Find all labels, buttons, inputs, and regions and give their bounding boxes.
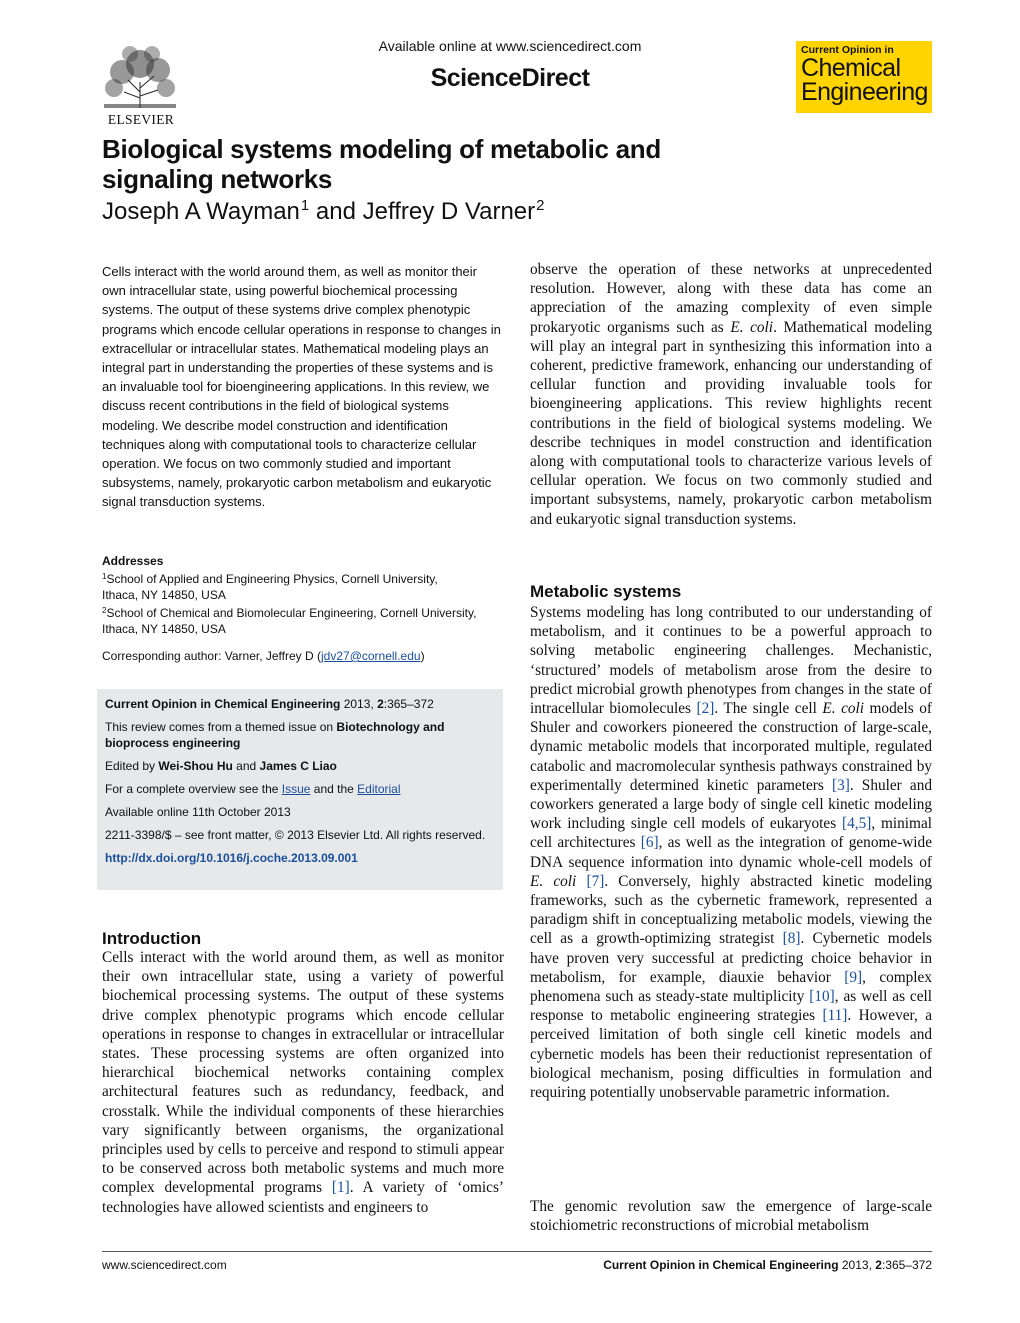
citation-journal: Current Opinion in Chemical Engineering xyxy=(105,697,341,711)
copyright: 2211-3398/$ – see front matter, © 2013 Elsevier Ltd. All rights reserved. xyxy=(105,828,486,842)
footer-volume: 2 xyxy=(875,1258,882,1272)
citation-pages: :365–372 xyxy=(383,697,434,711)
citation-ref-4-5[interactable]: [4,5] xyxy=(842,815,872,833)
address-2 xyxy=(102,603,504,621)
article-title xyxy=(102,134,742,194)
doi-link[interactable]: http://dx.doi.org/10.1016/j.coche.2013.09.001 xyxy=(105,851,358,865)
journal-badge-line2: Engineering xyxy=(801,78,928,106)
citation xyxy=(105,696,495,712)
meta-text: models of Shuler and coworkers pioneered the construction of large-scale, dynamic metabolic models that incorporated multiple, regulated catabolic and macromolecular synthesis pathways constrained by experimentally determined kinetic parameters xyxy=(530,700,932,794)
abstract-text: Cells interact with the world around them, as well as monitor their own intracellular state, using powerful biochemical processing systems. The output of these systems drive complex phenotypic programs which encode cellular operations in response to changes in extracellular or intracellular states. Mathematical modeling plays an integral part in understanding the properties of these systems and is an invaluable tool for bioengineering applications. In this review, we discuss recent contributions in the field of biological systems modeling. We describe model construction and identification techniques along with computational tools to characterize cellular operation. We focus on two commonly studied and important subsystems, namely, prokaryotic carbon metabolism and eukaryotic signal transduction systems. xyxy=(102,264,501,510)
intro-cont-text-1: observe the operation of these networks at unprecedented resolution. However, along with these data has come an appreciation of the amazing complexity of even simple prokaryotic organisms such as xyxy=(530,261,932,336)
author-2-affil: 2 xyxy=(536,197,545,214)
meta-text: Systems modeling has long contributed to our understanding of metabolism, and it continues to be a powerful approach to solving metabolic engineering challenges. Mechanistic, ‘structured’ models of metabolism arose from the desire to predict microbial growth phenotypes from changes in the state of intracellular biomolecules xyxy=(530,604,932,718)
addresses xyxy=(102,553,504,637)
themed-issue xyxy=(105,719,495,751)
author-1-affil: 1 xyxy=(300,197,310,214)
corresponding-prefix: Corresponding author: Varner, Jeffrey D ( xyxy=(102,649,321,663)
metabolic-systems-heading: Metabolic systems xyxy=(530,582,682,601)
meta-text: , minimal cell architectures xyxy=(530,815,932,852)
theme-prefix: This review comes from a themed issue on xyxy=(105,720,337,734)
footer-year: 2013, xyxy=(838,1258,876,1272)
address-2-num: 2 xyxy=(102,606,107,615)
sciencedirect-wordmark: ScienceDirect xyxy=(430,64,590,92)
author-1: Joseph A Wayman xyxy=(102,198,300,225)
editorial-link[interactable]: Editorial xyxy=(357,782,401,796)
intro-text: Cells interact with the world around them, as well as monitor their own intracellular state, using a variety of powerful biochemical processing systems. The output of these systems drive complex phenotypic programs which encode cellular operations in response to changes in extracellular or intracellular states. These processing systems are often organized into hierarchical biochemical networks containing complex architectural features such as redundancy, feedback, and crosstalk. While the individual components of these hierarchies vary significantly between organisms, the organizational principles used by cells to perceive and respond to stimuli appear to be conserved across both metabolic systems and much more complex developmental programs xyxy=(102,949,504,1197)
footer-website[interactable]: www.sciencedirect.com xyxy=(102,1258,227,1272)
overview-prefix: For a complete overview see the xyxy=(105,782,282,796)
citation-ref-3[interactable]: [3] xyxy=(831,776,850,794)
corresponding-email-link[interactable]: jdv27@cornell.edu xyxy=(321,649,421,663)
meta-text: . Conversely, highly abstracted kinetic modeling frameworks, such as the cybernetic framework, represented a paradigm shift in conceptualizing metabolic models, viewing the cell as a growth-optimizing strategist xyxy=(530,872,933,948)
intro-cont-text-2: . Mathematical modeling will play an integral part in synthesizing this information into a coherent, predictive framework, enhancing our understanding of cellular function and providing invaluable tools for bioengineering applications. This review highlights recent contributions in the field of biological systems modeling. We describe techniques in model construction and identification along with computational tools to characterize various levels of cellular operation. We focus on two commonly studied and important subsystems, namely, prokaryotic carbon metabolism and eukaryotic signal transduction systems. xyxy=(530,318,932,528)
intro-continued xyxy=(530,260,932,529)
meta-text: . However, a perceived limitation of both single cell kinetic models and cybernetic models has been their reductionist representation of biological mechanism, posing difficulties in formulation and requiring potentially unobservable parametric information. xyxy=(530,1007,932,1102)
title-line-1: Biological systems modeling of metabolic and xyxy=(102,134,661,164)
corresponding-author xyxy=(102,649,425,663)
meta-text: . The single cell xyxy=(714,700,823,718)
species-name: E. coli xyxy=(530,872,577,890)
citation-volume: 2 xyxy=(377,697,384,711)
editors xyxy=(105,758,495,774)
abstract xyxy=(102,262,504,512)
citation-ref-1[interactable]: [1] xyxy=(331,1179,350,1197)
species-name: E. coli xyxy=(730,318,774,336)
metabolic-systems-body xyxy=(530,603,932,1102)
title-line-2: signaling networks xyxy=(102,164,333,194)
overview-note xyxy=(105,781,495,797)
address-2-line1: School of Chemical and Biomolecular Engineering, Cornell University, xyxy=(106,606,477,620)
meta-text: , complex phenomena such as steady-state multiplicity xyxy=(530,968,932,1006)
issue-link[interactable]: Issue xyxy=(281,782,311,796)
metabolic-systems-paragraph-2 xyxy=(530,1197,932,1235)
elsevier-wordmark: ELSEVIER xyxy=(107,112,175,127)
author-list xyxy=(102,197,544,226)
available-online-note: Available online at www.sciencedirect.com xyxy=(378,38,642,54)
meta-text: . Cybernetic models have proven very successful at predicting choice behavior in metabolism, for example, diauxie behavior xyxy=(530,930,932,986)
address-1 xyxy=(102,569,504,587)
address-1-line2: Ithaca, NY 14850, USA xyxy=(102,588,226,602)
citation-ref-8[interactable]: [8] xyxy=(782,930,801,948)
citation-ref-11[interactable]: [11] xyxy=(822,1007,848,1025)
author-and: and xyxy=(309,198,363,225)
introduction-body xyxy=(102,948,504,1217)
citation-ref-7[interactable]: [7] xyxy=(586,872,605,890)
overview-mid: and the xyxy=(310,782,358,796)
meta-text xyxy=(576,873,586,890)
citation-ref-10[interactable]: [10] xyxy=(809,988,835,1006)
citation-ref-6[interactable]: [6] xyxy=(640,834,659,852)
available-date: Available online 11th October 2013 xyxy=(105,805,291,819)
journal-badge-small: Current Opinion in xyxy=(801,44,894,56)
introduction-heading: Introduction xyxy=(102,929,202,948)
address-2-line2: Ithaca, NY 14850, USA xyxy=(102,622,226,636)
citation-ref-9[interactable]: [9] xyxy=(844,968,863,986)
corresponding-suffix: ) xyxy=(420,649,425,663)
meta-paragraph-2-text: The genomic revolution saw the emergence of large-scale stoichiometric reconstructions of microbial metabolism xyxy=(530,1198,932,1235)
editors-and: and xyxy=(232,759,260,773)
edited-prefix: Edited by xyxy=(105,759,159,773)
footer-journal: Current Opinion in Chemical Engineering xyxy=(603,1258,839,1272)
article-info-box xyxy=(97,689,503,890)
intro-text-end: . A variety of ‘omics’ technologies have allowed scientists and engineers to xyxy=(102,1179,504,1216)
citation-ref-2[interactable]: [2] xyxy=(696,700,715,718)
author-2: Jeffrey D Varner xyxy=(362,198,536,225)
address-1-line1: School of Applied and Engineering Physics, Cornell University, xyxy=(106,572,438,586)
citation-year: 2013, xyxy=(340,697,378,711)
meta-text: , as well as cell response to metabolic engineering strategies xyxy=(530,988,932,1025)
species-name: E. coli xyxy=(822,700,865,718)
footer-divider xyxy=(102,1251,932,1252)
addresses-heading: Addresses xyxy=(102,554,164,568)
journal-cover-badge xyxy=(796,41,932,113)
footer-citation xyxy=(603,1258,932,1272)
meta-text: , as well as the integration of genome-wide DNA sequence information into dynamic whole-cell models of xyxy=(530,834,932,871)
editor-2: James C Liao xyxy=(259,759,337,773)
footer-pages: :365–372 xyxy=(881,1258,932,1272)
address-1-num: 1 xyxy=(102,572,107,581)
meta-text: . Shuler and coworkers generated a large body of single cell kinetic modeling work including single cell models of eukaryotes xyxy=(530,776,933,833)
theme-name: Biotechnology and bioprocess engineering xyxy=(105,720,445,750)
editor-1: Wei-Shou Hu xyxy=(158,759,233,773)
journal-badge-line1: Chemical xyxy=(801,54,901,82)
